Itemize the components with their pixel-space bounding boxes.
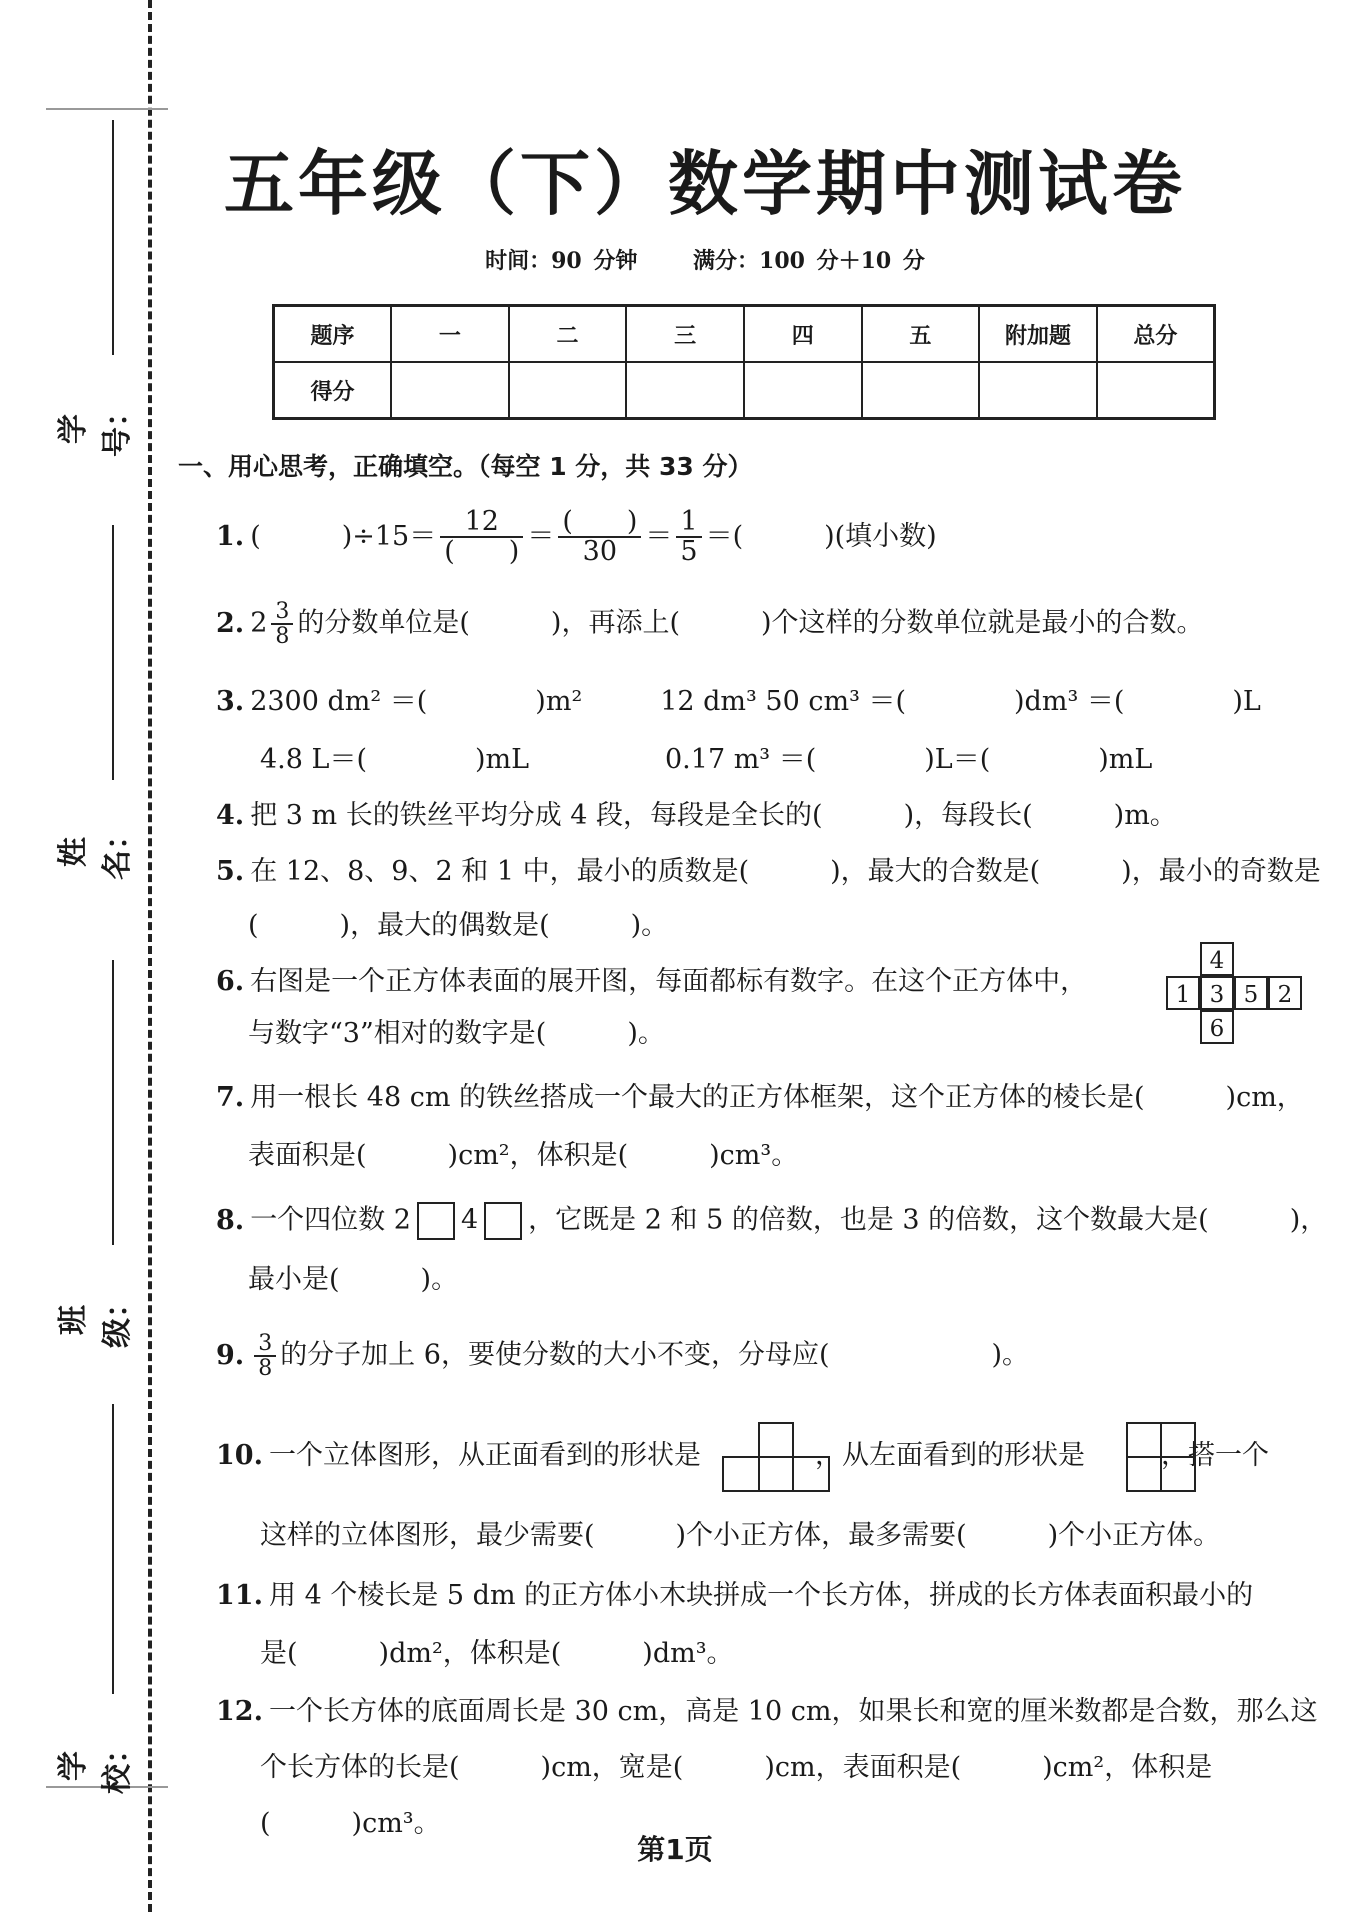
score-cell: 四 xyxy=(744,306,862,363)
score-entry[interactable] xyxy=(391,362,509,419)
score-table-header-row xyxy=(274,306,1215,363)
q1-fraction-1 xyxy=(440,508,523,567)
q2-whole: 2 xyxy=(250,607,268,639)
binding-dashed-line xyxy=(148,0,152,1912)
question-9 xyxy=(216,1332,1029,1380)
q7-line-1: 用一根长 48 cm 的铁丝搭成一个最大的正方体框架，这个正方体的棱长是( )cm， xyxy=(250,1082,1304,1113)
exam-subtitle xyxy=(200,244,1210,275)
question-8-line-1 xyxy=(216,1202,1327,1240)
q5-line-2: ( )，最大的偶数是( )。 xyxy=(248,910,669,941)
section-heading: 一、用心思考，正确填空。（每空 1 分，共 33 分） xyxy=(178,452,753,481)
q6-line-2: 与数字“3”相对的数字是( )。 xyxy=(248,1018,665,1049)
score-entry[interactable] xyxy=(626,362,744,419)
question-1 xyxy=(216,508,937,567)
q10-part-a: 一个立体图形，从正面看到的形状是 xyxy=(268,1440,701,1471)
class-line xyxy=(112,960,114,1245)
front-view-cell xyxy=(758,1422,794,1458)
question-number: 5. xyxy=(216,856,245,887)
exam-title: 五年级（下）数学期中测试卷 xyxy=(224,143,1186,225)
q8-part-c: ，它既是 2 和 5 的倍数，也是 3 的倍数，这个数最大是( )， xyxy=(528,1204,1328,1236)
q1-fraction-2 xyxy=(558,508,641,567)
q7-line-2: 表面积是( )cm²，体积是( )cm³。 xyxy=(248,1140,799,1171)
fraction-denominator: 5 xyxy=(680,536,698,568)
fraction-numerator: 1 xyxy=(676,508,701,538)
net-cell-bottom: 6 xyxy=(1200,1010,1234,1044)
question-3-line-1 xyxy=(216,686,1261,718)
score-entry[interactable] xyxy=(979,362,1097,419)
time-label: 时间：90 分钟 xyxy=(485,248,638,274)
q2-text: 的分数单位是( )，再添上( )个这样的分数单位就是最小的合数。 xyxy=(297,607,1204,639)
q10-part-b: ，从左面看到的形状是 xyxy=(814,1440,1085,1471)
digit-blank-box[interactable] xyxy=(484,1202,522,1240)
fraction-numerator: 3 xyxy=(271,600,293,625)
question-number: 3. xyxy=(216,686,245,717)
q1-fraction-3 xyxy=(676,508,701,567)
q6-line-1: 右图是一个正方体表面的展开图，每面都标有数字。在这个正方体中， xyxy=(250,966,1088,997)
score-cell: 总分 xyxy=(1097,306,1215,363)
student-id-line xyxy=(112,120,114,355)
front-view-cell xyxy=(722,1456,760,1492)
q9-fraction xyxy=(254,1332,276,1380)
score-cell: 题序 xyxy=(274,306,392,363)
net-cell: 5 xyxy=(1234,976,1268,1010)
question-number: 1. xyxy=(216,520,245,552)
q10-part-c: ，搭一个 xyxy=(1160,1440,1269,1471)
score-cell: 三 xyxy=(626,306,744,363)
q11-line-2: 是( )dm²，体积是( )dm³。 xyxy=(260,1638,734,1669)
fraction-denominator: 30 xyxy=(582,536,618,568)
q3-d: 0.17 m³ ＝( )L＝( )mL xyxy=(665,744,1153,775)
side-top-rule xyxy=(46,108,168,110)
q11-line-1: 用 4 个棱长是 5 dm 的正方体小木块拼成一个长方体，拼成的长方体表面积最小的 xyxy=(268,1580,1254,1611)
left-view-cell xyxy=(1160,1422,1196,1458)
net-cell-top: 4 xyxy=(1200,942,1234,976)
q5-line-1: 在 12、8、9、2 和 1 中，最小的质数是( )，最大的合数是( )，最小的奇数是 xyxy=(250,856,1321,887)
q2-fraction xyxy=(271,600,293,648)
school-line xyxy=(112,1404,114,1694)
question-2 xyxy=(216,600,1204,648)
score-cell: 五 xyxy=(862,306,980,363)
question-number: 6. xyxy=(216,966,245,997)
q8-line-2: 最小是( )。 xyxy=(248,1264,459,1295)
digit-blank-box[interactable] xyxy=(417,1202,455,1240)
question-number: 7. xyxy=(216,1082,245,1113)
q8-part-a: 一个四位数 2 xyxy=(250,1204,411,1236)
question-6-line-1 xyxy=(216,966,1087,998)
q3-b: 12 dm³ 50 cm³ ＝( )dm³ ＝( )L xyxy=(660,686,1261,717)
question-3-line-2 xyxy=(260,744,1152,776)
score-entry[interactable] xyxy=(862,362,980,419)
name-label: 姓名： xyxy=(56,820,135,880)
score-label: 满分：100 分＋10 分 xyxy=(693,248,925,274)
left-view-cell xyxy=(1126,1456,1162,1492)
front-view-cell xyxy=(792,1456,830,1492)
score-entry[interactable] xyxy=(1097,362,1215,419)
score-row-label: 得分 xyxy=(274,362,392,419)
question-number: 9. xyxy=(216,1339,245,1371)
fraction-denominator: 8 xyxy=(275,624,290,650)
question-5-line-1 xyxy=(216,856,1321,888)
q3-a: 2300 dm² ＝( )m² xyxy=(250,686,583,717)
q1-equals: ＝ xyxy=(645,520,673,552)
score-entry[interactable] xyxy=(744,362,862,419)
q1-tail: ＝( )(填小数) xyxy=(705,520,937,552)
net-cell: 3 xyxy=(1200,976,1234,1010)
score-table xyxy=(272,304,1216,420)
left-view-cell xyxy=(1160,1456,1196,1492)
q8-part-b: 4 xyxy=(460,1204,479,1236)
net-cell: 2 xyxy=(1268,976,1302,1010)
question-number: 2. xyxy=(216,607,245,639)
question-number: 8. xyxy=(216,1204,245,1236)
question-number: 4. xyxy=(216,800,245,831)
net-cell: 1 xyxy=(1166,976,1200,1010)
question-number: 10. xyxy=(216,1440,263,1471)
name-line xyxy=(112,525,114,780)
q4-text: 把 3 m 长的铁丝平均分成 4 段，每段是全长的( )，每段长( )m。 xyxy=(250,800,1177,831)
left-view-cell xyxy=(1126,1422,1162,1458)
fraction-numerator: ( ) xyxy=(558,508,641,538)
q10-line-2: 这样的立体图形，最少需要( )个小正方体，最多需要( )个小正方体。 xyxy=(260,1520,1221,1551)
fraction-denominator: 8 xyxy=(258,1356,273,1382)
question-11-line-1 xyxy=(216,1580,1253,1612)
score-table-score-row xyxy=(274,362,1215,419)
score-cell: 二 xyxy=(509,306,627,363)
q3-c: 4.8 L＝( )mL xyxy=(260,744,530,775)
school-label: 学校： xyxy=(56,1734,135,1794)
q12-line-3: ( )cm³。 xyxy=(260,1808,441,1839)
front-view-cell xyxy=(758,1456,794,1492)
question-number: 11. xyxy=(216,1580,263,1611)
class-label: 班级： xyxy=(56,1288,135,1348)
q9-text: 的分子加上 6，要使分数的大小不变，分母应( )。 xyxy=(280,1339,1030,1371)
page-number: 第1页 xyxy=(637,1833,713,1866)
q12-line-1: 一个长方体的底面周长是 30 cm，高是 10 cm，如果长和宽的厘米数都是合数，那么这 xyxy=(268,1696,1318,1727)
fraction-numerator: 3 xyxy=(254,1332,276,1357)
question-4 xyxy=(216,800,1177,832)
score-cell: 附加题 xyxy=(979,306,1097,363)
score-cell: 一 xyxy=(391,306,509,363)
q12-line-2: 个长方体的长是( )cm，宽是( )cm，表面积是( )cm²，体积是 xyxy=(260,1752,1213,1783)
fraction-numerator: 12 xyxy=(440,508,523,538)
student-id-label: 学号： xyxy=(56,397,135,457)
question-number: 12. xyxy=(216,1696,263,1727)
question-7-line-1 xyxy=(216,1082,1304,1114)
q1-part-a: ( )÷15＝ xyxy=(250,520,437,552)
fraction-denominator: ( ) xyxy=(444,536,520,568)
score-entry[interactable] xyxy=(509,362,627,419)
q1-equals: ＝ xyxy=(527,520,555,552)
question-12-line-1 xyxy=(216,1696,1317,1728)
